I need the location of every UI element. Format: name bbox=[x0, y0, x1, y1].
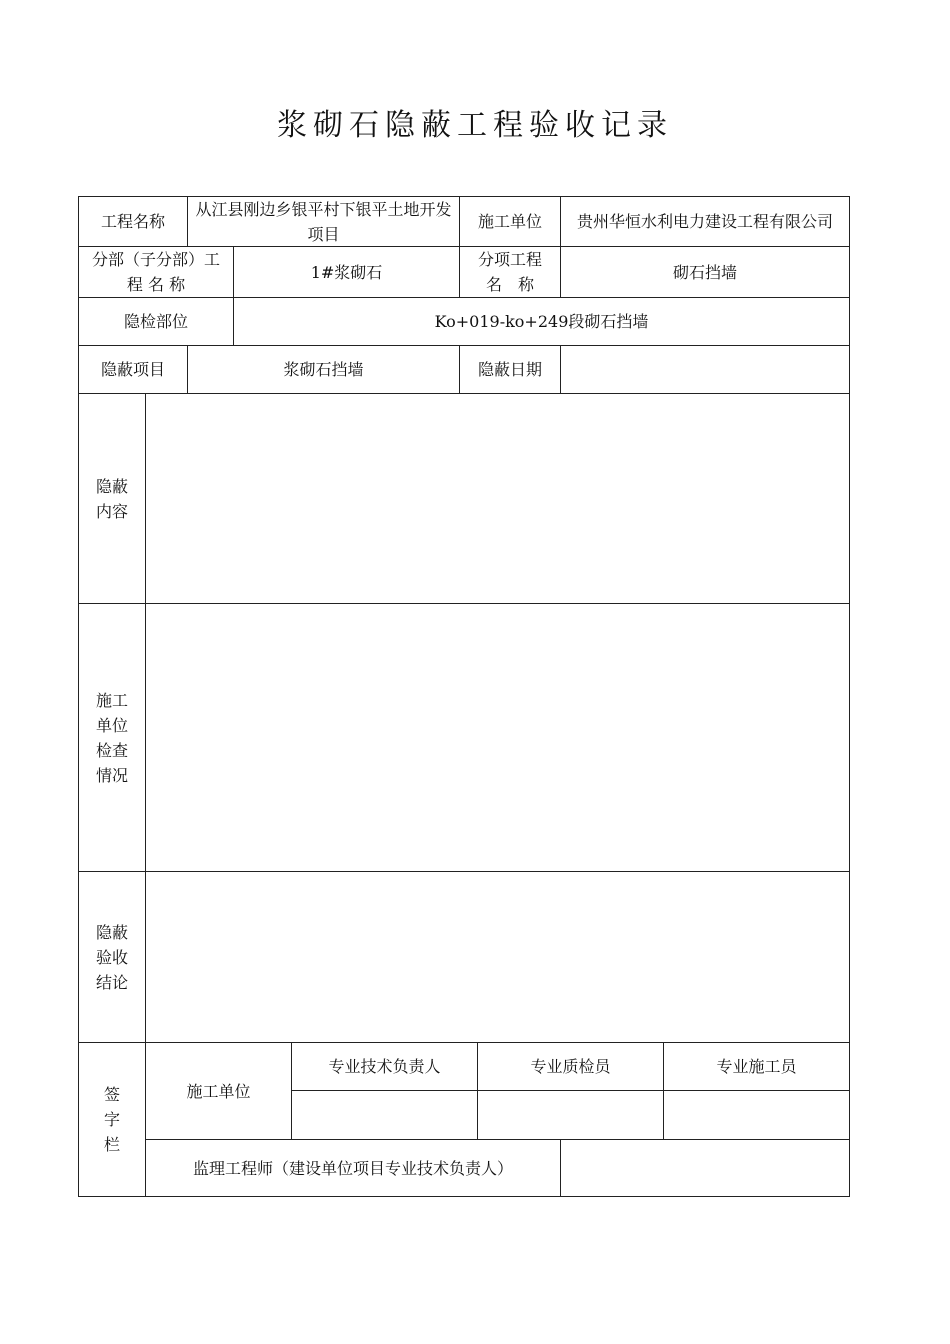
sub-part-label-cell bbox=[78, 246, 234, 298]
sub-part-value-cell bbox=[233, 246, 460, 298]
content-label: 隐蔽内容 bbox=[95, 476, 128, 521]
inspection-label: 施工单位检查情况 bbox=[95, 690, 128, 785]
page-title: 浆砌石隐蔽工程验收记录 bbox=[277, 108, 673, 143]
content-area[interactable] bbox=[145, 393, 850, 604]
item-label-cell bbox=[78, 345, 188, 394]
date-label: 隐蔽日期 bbox=[477, 360, 542, 379]
quality-inspector-signature-cell[interactable] bbox=[477, 1090, 664, 1140]
signature-label: 签字栏 bbox=[103, 1085, 120, 1154]
supervisor-label-cell bbox=[145, 1139, 561, 1197]
date-value-cell bbox=[560, 345, 850, 394]
supervisor-signature-cell[interactable] bbox=[560, 1139, 850, 1197]
date-label-cell bbox=[459, 345, 561, 394]
location-label-cell bbox=[78, 297, 234, 346]
construction-worker-header: 专业施工员 bbox=[716, 1057, 797, 1076]
inspection-area[interactable] bbox=[145, 603, 850, 872]
construction-worker-signature-cell[interactable] bbox=[663, 1090, 850, 1140]
project-name-label: 工程名称 bbox=[100, 212, 165, 231]
tech-lead-header-cell bbox=[291, 1042, 478, 1091]
contractor-value-cell bbox=[560, 196, 850, 247]
project-name-value: 从江县刚边乡银平村下银平土地开发项目 bbox=[195, 199, 452, 244]
sub-item-label: 分项工程 名 称 bbox=[477, 250, 542, 294]
location-label: 隐检部位 bbox=[123, 312, 188, 331]
location-value-cell bbox=[233, 297, 850, 346]
contractor-value: 贵州华恒水利电力建设工程有限公司 bbox=[576, 212, 833, 231]
item-label: 隐蔽项目 bbox=[100, 360, 165, 379]
sub-part-label: 分部（子分部）工 程 名 称 bbox=[91, 250, 220, 294]
contractor-label: 施工单位 bbox=[477, 212, 542, 231]
item-value: 浆砌石挡墙 bbox=[283, 360, 364, 379]
conclusion-area[interactable] bbox=[145, 871, 850, 1043]
item-value-cell bbox=[187, 345, 460, 394]
signature-label-cell bbox=[78, 1042, 146, 1197]
content-label-cell bbox=[78, 393, 146, 604]
project-name-value-cell bbox=[187, 196, 460, 247]
sub-item-value: 砌石挡墙 bbox=[672, 262, 737, 282]
supervisor-label: 监理工程师（建设单位项目专业技术负责人） bbox=[192, 1158, 513, 1178]
signature-contractor-label: 施工单位 bbox=[186, 1081, 251, 1101]
sub-item-value-cell bbox=[560, 246, 850, 298]
conclusion-label-cell bbox=[78, 871, 146, 1043]
sub-part-value: 1#浆砌石 bbox=[310, 262, 383, 282]
location-value: Ko+019-ko+249段砌石挡墙 bbox=[434, 312, 649, 331]
construction-worker-header-cell bbox=[663, 1042, 850, 1091]
contractor-label-cell bbox=[459, 196, 561, 247]
tech-lead-signature-cell[interactable] bbox=[291, 1090, 478, 1140]
project-name-label-cell bbox=[78, 196, 188, 247]
signature-contractor-label-cell bbox=[145, 1042, 292, 1140]
sub-item-label-cell bbox=[459, 246, 561, 298]
tech-lead-header: 专业技术负责人 bbox=[328, 1057, 441, 1076]
inspection-label-cell bbox=[78, 603, 146, 872]
quality-inspector-header-cell bbox=[477, 1042, 664, 1091]
quality-inspector-header: 专业质检员 bbox=[530, 1057, 611, 1076]
conclusion-label: 隐蔽验收结论 bbox=[95, 922, 128, 992]
